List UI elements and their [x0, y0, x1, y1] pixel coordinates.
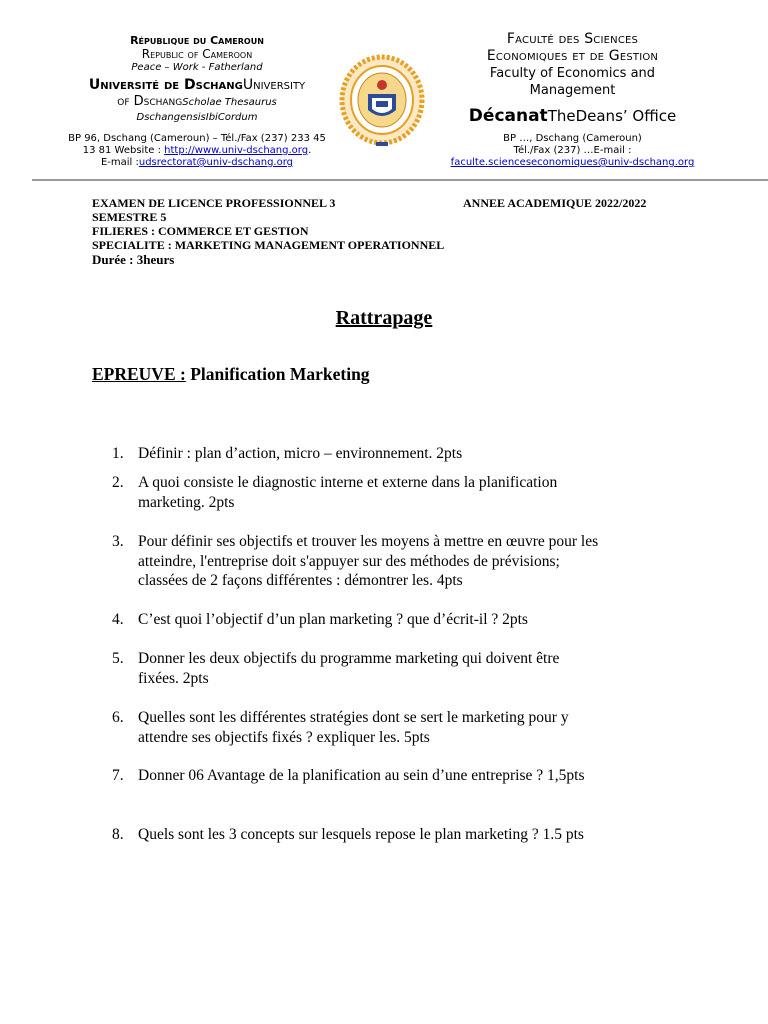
- address-2: 13 81 Website :: [82, 145, 165, 156]
- faculty-fr-2: Economiques et de Gestion: [486, 48, 659, 64]
- address: BP 96, Dschang (Cameroun) – Tél./Fax (237) 233 45: [68, 133, 326, 144]
- question-text: Quelles sont les différentes stratégies dont se sert le marketing pour y: [138, 709, 569, 726]
- question-number: 4.: [112, 611, 124, 628]
- email-link[interactable]: udsrectorat@univ-dschang.org: [138, 157, 294, 168]
- header-left-contact: BP 96, Dschang (Cameroun) – Tél./Fax (237) 233 45 13 81 Website : http://www.univ-dschang.org. E-mail :udsrectorat@univ-dschang.org: [52, 133, 342, 169]
- exam-line-3: FILIERES : COMMERCE ET GESTION: [92, 224, 309, 238]
- question-text: C’est quoi l’objectif d’un plan marketing ? que d’écrit-il ? 2pts: [138, 611, 528, 628]
- deans-office: TheDeans’ Office: [547, 107, 677, 125]
- faculty-en-2: Management: [529, 83, 616, 98]
- faculty-email-link[interactable]: faculte.scienceseconomiques@univ-dschang.org: [450, 157, 695, 168]
- header-divider: [32, 179, 768, 181]
- question-text: Quels sont les 3 concepts sur lesquels repose le plan marketing ? 1.5 pts: [138, 826, 584, 843]
- exam-info: [92, 196, 444, 267]
- question-number: 2.: [112, 474, 124, 491]
- faculty-tel: Tél./Fax (237) …E-mail :: [513, 145, 632, 156]
- question-text: classées de 2 façons différentes : démontrer les. 4pts: [138, 572, 463, 589]
- exam-title: Rattrapage: [335, 307, 433, 329]
- exam-line-1: EXAMEN DE LICENCE PROFESSIONNEL 3: [92, 196, 336, 210]
- email-label: E-mail :: [100, 157, 139, 168]
- exam-duration: Durée : 3heurs: [92, 252, 175, 267]
- country-en: Republic of Cameroon: [141, 47, 253, 61]
- question-number: 1.: [112, 445, 124, 462]
- question-text: attendre ses objectifs fixés ? expliquer les. 5pts: [138, 728, 430, 746]
- question-number: 3.: [112, 533, 124, 550]
- question-number: 8.: [112, 826, 124, 843]
- faculty-fr-1: Faculté des Sciences: [506, 31, 639, 47]
- header-right: [440, 31, 705, 127]
- question-text: A quoi consiste le diagnostic interne et externe dans la planification: [138, 474, 558, 491]
- question-text: Définir : plan d’action, micro – environnement. 2pts: [138, 445, 463, 462]
- question-number: 6.: [112, 709, 124, 726]
- question-text: marketing. 2pts: [138, 493, 235, 511]
- question-text: fixées. 2pts: [138, 669, 209, 687]
- decanat: Décanat: [468, 106, 548, 126]
- epreuve: [92, 364, 370, 385]
- country-fr: République du Cameroun: [130, 34, 264, 47]
- question-text: Donner 06 Avantage de la planification au sein d’une entreprise ? 1,5pts: [138, 767, 585, 784]
- epreuve-value: Planification Marketing: [190, 364, 370, 384]
- question-text: Pour définir ses objectifs et trouver les moyens à mettre en œuvre pour les: [138, 533, 599, 550]
- question-text: atteindre, l'entreprise doit s'appuyer sur des méthodes de prévisions;: [138, 552, 560, 570]
- university-en-b: of Dschang: [117, 94, 183, 109]
- university-en-a: University: [242, 77, 306, 93]
- question-text: Donner les deux objectifs du programme marketing qui doivent être: [138, 650, 560, 667]
- latin-motto-b: DschangensisIbiCordum: [136, 112, 258, 123]
- exam-line-4: SPECIALITE : MARKETING MANAGEMENT OPERATIONNEL: [92, 238, 445, 252]
- exam-line-2: SEMESTRE 5: [92, 210, 167, 224]
- question-number: 7.: [112, 767, 124, 784]
- university-fr: Université de Dschang: [88, 77, 243, 93]
- motto: Peace – Work - Fatherland: [131, 62, 263, 73]
- epreuve-label: EPREUVE :: [92, 364, 186, 384]
- latin-motto-a: Scholae Thesaurus: [182, 97, 277, 108]
- header-right-contact: [440, 133, 705, 169]
- header-left: [52, 34, 342, 124]
- faculty-bp: BP …, Dschang (Cameroun): [503, 133, 642, 144]
- faculty-en-1: Faculty of Economics and: [489, 66, 656, 81]
- university-logo: [338, 54, 426, 150]
- university-name: [52, 77, 342, 94]
- academic-year: ANNEE ACADEMIQUE 2022/2022: [463, 196, 647, 210]
- website-link[interactable]: http://www.univ-dschang.org: [164, 145, 309, 156]
- question-number: 5.: [112, 650, 124, 667]
